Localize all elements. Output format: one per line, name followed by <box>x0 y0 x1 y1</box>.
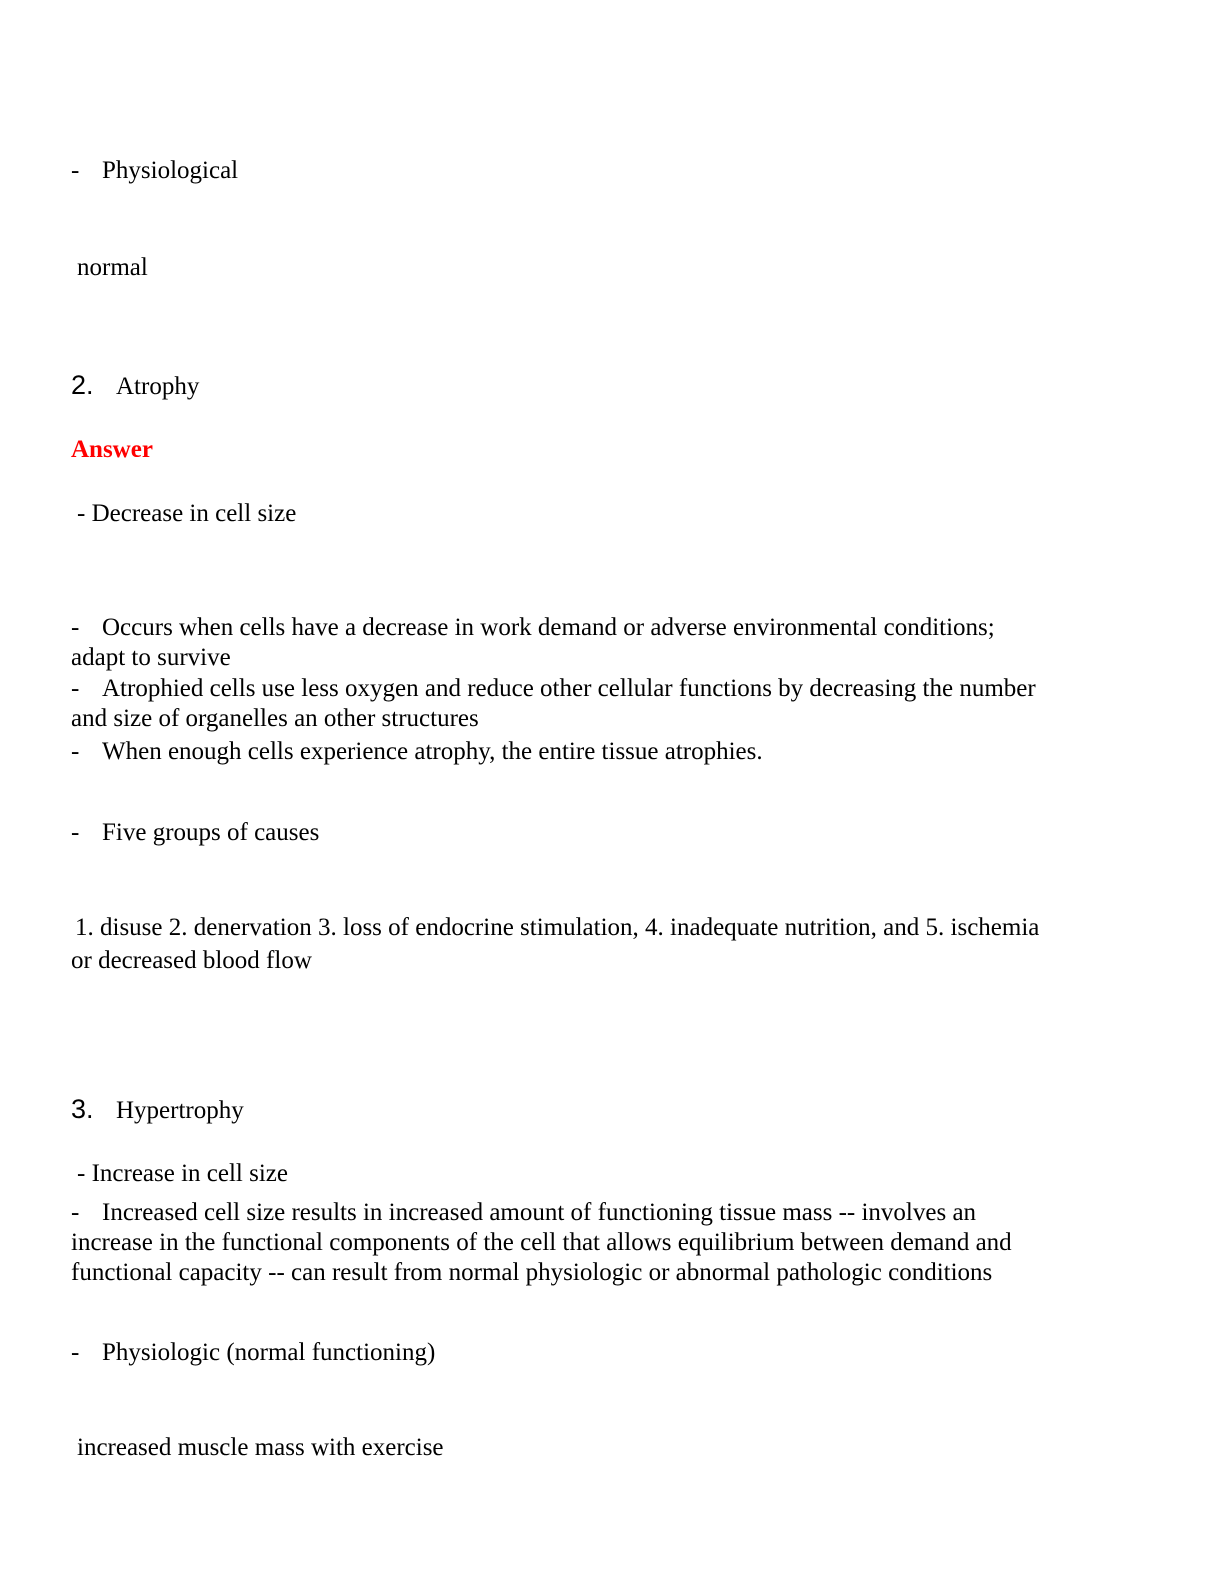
section-title: Atrophy <box>116 373 200 400</box>
bullet-increased-size <box>71 1198 1141 1288</box>
answer-label: Answer <box>71 436 153 463</box>
occurs-line-1: Occurs when cells have a decrease in work demand or adverse environmental conditions; <box>102 614 995 641</box>
bullet-atrophied <box>71 674 1141 734</box>
causes-paragraph <box>71 913 1141 976</box>
section-heading-atrophy <box>71 370 1141 402</box>
increased-line-3: functional capacity -- can result from normal physiologic or abnormal pathologic conditions <box>71 1259 993 1286</box>
bullet-dash: - <box>71 614 80 641</box>
bullet-enough-cells <box>71 737 1141 767</box>
bullet-five-groups <box>71 818 1141 848</box>
increased-line-2: increase in the functional components of the cell that allows equilibrium between demand and <box>71 1229 1012 1256</box>
causes-line-2: or decreased blood flow <box>71 947 312 974</box>
bullet-physiological <box>71 156 1141 186</box>
occurs-line-2: adapt to survive <box>71 644 231 671</box>
bullet-dash: - <box>71 738 80 765</box>
bullet-physiologic <box>71 1338 1141 1368</box>
five-groups-text: Five groups of causes <box>102 819 320 846</box>
section-title: Hypertrophy <box>116 1097 244 1124</box>
causes-line-1: 1. disuse 2. denervation 3. loss of endocrine stimulation, 4. inadequate nutrition, and 5. ischemia <box>75 914 1040 941</box>
normal-text: normal <box>77 254 148 281</box>
bullet-dash: - <box>71 1199 80 1226</box>
atrophied-line-2: and size of organelles an other structures <box>71 705 479 732</box>
physiological-text: Physiological <box>102 157 239 184</box>
atrophied-line-1: Atrophied cells use less oxygen and reduce other cellular functions by decreasing the number <box>102 675 1036 702</box>
bullet-occurs <box>71 613 1141 673</box>
enough-cells-text: When enough cells experience atrophy, the entire tissue atrophies. <box>102 738 763 765</box>
section-number: 3. <box>71 1094 94 1124</box>
physiologic-text: Physiologic (normal functioning) <box>102 1339 436 1366</box>
bullet-dash: - <box>71 1339 80 1366</box>
muscle-mass-text: increased muscle mass with exercise <box>77 1434 444 1461</box>
decrease-cell-size-text: - Decrease in cell size <box>77 500 297 527</box>
bullet-dash: - <box>71 157 80 184</box>
increase-cell-size-text: - Increase in cell size <box>77 1160 288 1187</box>
section-heading-hypertrophy <box>71 1094 1141 1126</box>
bullet-dash: - <box>71 675 80 702</box>
bullet-dash: - <box>71 819 80 846</box>
section-number: 2. <box>71 370 94 400</box>
increased-line-1: Increased cell size results in increased amount of functioning tissue mass -- involves an <box>102 1199 977 1226</box>
